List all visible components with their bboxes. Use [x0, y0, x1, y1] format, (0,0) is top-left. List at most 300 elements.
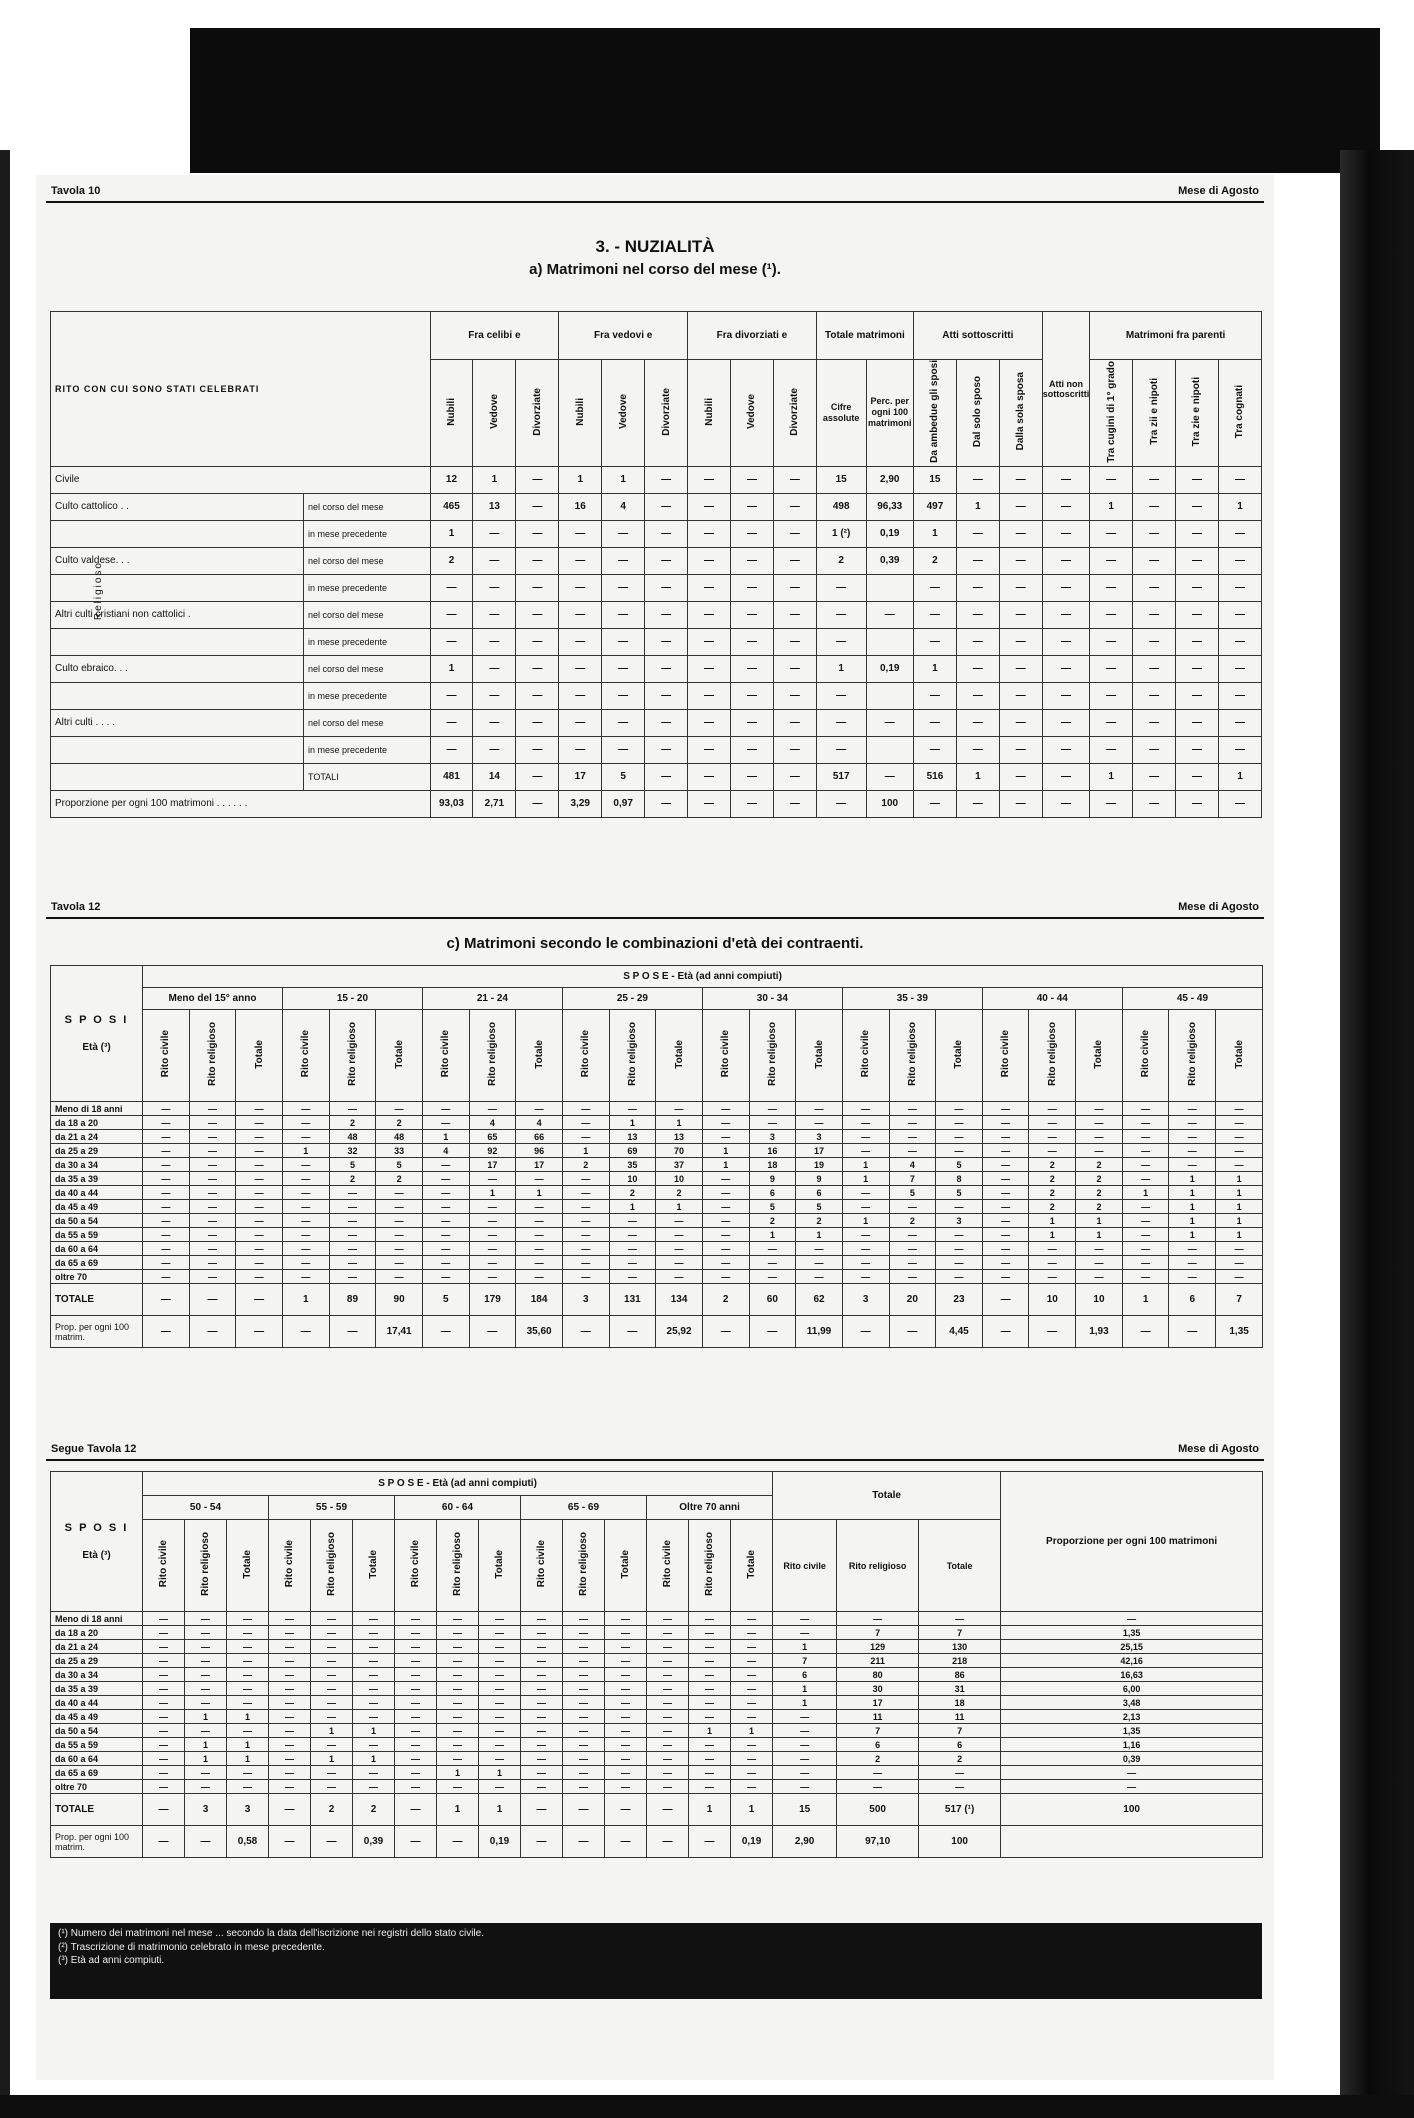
table-cell: 32 — [329, 1144, 376, 1158]
table-cell: 96,33 — [866, 493, 913, 520]
table-cell: — — [731, 1738, 773, 1752]
table-cell: — — [702, 1242, 749, 1256]
table-cell: — — [982, 1256, 1029, 1270]
table-cell: — — [376, 1186, 423, 1200]
table-cell: — — [773, 1724, 837, 1738]
table-cell: — — [559, 547, 602, 574]
table-cell: — — [1216, 1130, 1263, 1144]
table-cell: 1 — [1169, 1186, 1216, 1200]
table-cell: — — [842, 1102, 889, 1116]
table-cell: — — [189, 1186, 236, 1200]
subcol-label: Rito civile — [720, 1030, 732, 1078]
table-cell: — — [189, 1116, 236, 1130]
table-cell: 3,29 — [559, 790, 602, 817]
table-cell: — — [269, 1710, 311, 1724]
table-cell: — — [422, 1214, 469, 1228]
table-cell: — — [353, 1766, 395, 1780]
table-cell: — — [889, 1228, 936, 1242]
subheader-col — [913, 360, 956, 467]
table-cell: — — [936, 1228, 983, 1242]
table-cell: — — [185, 1612, 227, 1626]
table-cell: 1 — [1090, 763, 1133, 790]
table-cell: — — [773, 790, 816, 817]
table-cell: — — [730, 763, 773, 790]
table-cell: 1 — [749, 1228, 796, 1242]
row-sublabel: TOTALI — [304, 763, 431, 790]
subcol-label: Rito religioso — [200, 1532, 211, 1596]
table-cell: 2 — [1029, 1200, 1076, 1214]
table-cell: — — [1090, 628, 1133, 655]
table-cell: 1 — [185, 1752, 227, 1766]
subcol-header — [329, 1010, 376, 1102]
table-cell: — — [563, 1766, 605, 1780]
table-cell: — — [1176, 682, 1219, 709]
table-cell: — — [563, 1640, 605, 1654]
table-cell: — — [837, 1780, 919, 1794]
table-cell: — — [773, 655, 816, 682]
table-cell: 2 — [376, 1116, 423, 1130]
sposi-label-2: S P O S I — [64, 1522, 129, 1534]
table-cell: — — [269, 1612, 311, 1626]
table-cell: — — [689, 1752, 731, 1766]
table-cell: — — [521, 1654, 563, 1668]
totale-cell: — — [647, 1794, 689, 1826]
table-cell: — — [731, 1654, 773, 1668]
table-cell: — — [1133, 763, 1176, 790]
table-cell: — — [936, 1116, 983, 1130]
table-cell: — — [479, 1710, 521, 1724]
table-cell: — — [185, 1766, 227, 1780]
table-cell: — — [395, 1738, 437, 1752]
table-cell: — — [702, 1214, 749, 1228]
table-cell: 1 — [842, 1158, 889, 1172]
totale-cell: — — [143, 1794, 185, 1826]
table-cell: 2 — [1029, 1186, 1076, 1200]
proportion-cell: — — [1029, 1316, 1076, 1348]
table-cell: — — [999, 493, 1042, 520]
table-cell: 0,39 — [866, 547, 913, 574]
table-cell: — — [773, 1738, 837, 1752]
subheader-col — [999, 360, 1042, 467]
table-cell: — — [329, 1242, 376, 1256]
table-cell: — — [143, 1144, 190, 1158]
table-cell: — — [521, 1780, 563, 1794]
table-cell: — — [189, 1256, 236, 1270]
subcol-header — [227, 1520, 269, 1612]
rite-header: RITO CON CUI SONO STATI CELEBRATI — [51, 312, 431, 467]
table-cell: 5 — [889, 1186, 936, 1200]
table-cell: — — [1218, 520, 1261, 547]
table-cell: — — [837, 1612, 919, 1626]
table12-number-left: Tavola 12 — [51, 901, 101, 913]
table-cell: — — [437, 1724, 479, 1738]
subcol-label: Rito religioso — [206, 1022, 218, 1086]
table-cell: — — [469, 1270, 516, 1284]
table-cell: — — [956, 520, 999, 547]
table-cell: 1 — [430, 520, 473, 547]
table-cell: — — [562, 1228, 609, 1242]
table-cell: — — [1042, 520, 1089, 547]
table-cell: — — [645, 493, 688, 520]
subcol-header — [562, 1010, 609, 1102]
table-cell: — — [516, 790, 559, 817]
row-label — [51, 628, 304, 655]
table-cell: — — [982, 1172, 1029, 1186]
table-cell: — — [702, 1228, 749, 1242]
subheader-col — [473, 360, 516, 467]
table-cell: — — [473, 709, 516, 736]
subcol-header — [731, 1520, 773, 1612]
table-cell: — — [731, 1752, 773, 1766]
table-cell: 1 — [702, 1144, 749, 1158]
marriages-table — [50, 311, 1262, 818]
table-cell: — — [688, 682, 731, 709]
table-cell: — — [563, 1626, 605, 1640]
table-cell: — — [562, 1270, 609, 1284]
subcol-label: Rito religioso — [326, 1532, 337, 1596]
age-group-header: 40 - 44 — [982, 988, 1122, 1010]
table-cell: 30 — [837, 1682, 919, 1696]
table-cell: 4 — [516, 1116, 563, 1130]
proportion-cell: 2,90 — [773, 1826, 837, 1858]
table-cell: 6 — [773, 1668, 837, 1682]
table-cell: — — [1122, 1270, 1169, 1284]
table-cell: 19 — [796, 1158, 843, 1172]
table-cell: — — [236, 1214, 283, 1228]
table-cell: — — [473, 574, 516, 601]
table-cell: 5 — [602, 763, 645, 790]
scan-dark-border-top — [190, 28, 1380, 173]
table-cell: — — [688, 547, 731, 574]
proportion-cell: — — [329, 1316, 376, 1348]
table-row — [51, 547, 1262, 574]
subcol-header — [143, 1010, 190, 1102]
table-cell: 1 — [437, 1766, 479, 1780]
table-cell: — — [521, 1640, 563, 1654]
table-cell: — — [562, 1242, 609, 1256]
table-cell: — — [609, 1214, 656, 1228]
month-label-right: Mese di Agosto — [1178, 185, 1259, 197]
table-cell: — — [479, 1738, 521, 1752]
table-cell: — — [479, 1752, 521, 1766]
table-cell: — — [605, 1724, 647, 1738]
table-cell: — — [143, 1130, 190, 1144]
subcol-label: Totale — [813, 1039, 825, 1069]
table-cell: — — [1133, 655, 1176, 682]
table-cell: 1 — [311, 1752, 353, 1766]
table-cell: — — [559, 682, 602, 709]
table-cell: — — [689, 1738, 731, 1752]
subcol-label: Totale — [1093, 1039, 1105, 1069]
table-cell: 1 — [956, 763, 999, 790]
proportion-cell: — — [1169, 1316, 1216, 1348]
table-cell: 2 — [562, 1158, 609, 1172]
table-row — [51, 655, 1262, 682]
table-cell: — — [889, 1130, 936, 1144]
subcol-header — [605, 1520, 647, 1612]
table-cell: 1 — [913, 520, 956, 547]
table-cell: — — [1176, 736, 1219, 763]
table-cell: — — [647, 1682, 689, 1696]
table-row — [51, 1654, 1263, 1668]
table-cell: — — [1042, 493, 1089, 520]
table-cell: — — [773, 1780, 837, 1794]
table-cell: — — [647, 1710, 689, 1724]
table-cell: 1 — [689, 1724, 731, 1738]
totale-cell: — — [395, 1794, 437, 1826]
table-cell: — — [516, 520, 559, 547]
table-cell: — — [1076, 1256, 1123, 1270]
row-sublabel: in mese precedente — [304, 574, 431, 601]
age-row-label: Meno di 18 anni — [51, 1612, 143, 1626]
age-combination-table-continued — [50, 1471, 1263, 1858]
table-cell: — — [645, 736, 688, 763]
table-cell: — — [143, 1158, 190, 1172]
table-cell: — — [645, 709, 688, 736]
age-group-header: Oltre 70 anni — [647, 1496, 773, 1520]
table-row — [51, 709, 1262, 736]
table-cell: — — [236, 1116, 283, 1130]
table-cell: — — [311, 1710, 353, 1724]
table-cell: — — [730, 736, 773, 763]
table-cell: 1 — [430, 655, 473, 682]
table-cell: — — [353, 1668, 395, 1682]
table-cell: — — [1029, 1144, 1076, 1158]
age-row-label: da 21 a 24 — [51, 1640, 143, 1654]
table-cell: — — [645, 601, 688, 628]
table-cell: — — [982, 1130, 1029, 1144]
table-cell: 100 — [866, 790, 913, 817]
table-cell: — — [236, 1242, 283, 1256]
totale-cell: 1 — [437, 1794, 479, 1826]
subcol-header — [185, 1520, 227, 1612]
totale-cell: — — [236, 1284, 283, 1316]
table-cell: — — [1176, 574, 1219, 601]
subheader-label: Tra zii e nipoti — [1148, 378, 1160, 445]
table-cell: — — [437, 1752, 479, 1766]
subcol-header — [842, 1010, 889, 1102]
table-cell: — — [185, 1780, 227, 1794]
table-cell: — — [936, 1144, 983, 1158]
totale-cell: 134 — [656, 1284, 703, 1316]
subcol-header — [479, 1520, 521, 1612]
table-cell: — — [1090, 736, 1133, 763]
table-cell: — — [688, 709, 731, 736]
table-cell: — — [956, 547, 999, 574]
table-cell: — — [919, 1612, 1001, 1626]
row-label: Altri culti . . . . — [51, 709, 304, 736]
subheader-label: Vedove — [746, 393, 758, 429]
table-cell: — — [602, 574, 645, 601]
table-cell: 1 — [185, 1710, 227, 1724]
table-cell: — — [689, 1682, 731, 1696]
table-cell: — — [430, 736, 473, 763]
table-cell: 1 — [1216, 1228, 1263, 1242]
spose-header: S P O S E - Età (ad anni compiuti) — [143, 966, 1263, 988]
table-cell: 517 — [816, 763, 866, 790]
table-cell: 1 — [562, 1144, 609, 1158]
table-cell: — — [1122, 1172, 1169, 1186]
table-cell: — — [563, 1612, 605, 1626]
table-cell: — — [731, 1682, 773, 1696]
table-cell: — — [605, 1640, 647, 1654]
segue-table12-left: Segue Tavola 12 — [51, 1443, 137, 1455]
proportion-cell: — — [469, 1316, 516, 1348]
totale-cell: — — [521, 1794, 563, 1826]
totale-cell: — — [982, 1284, 1029, 1316]
table-cell: 1 — [796, 1228, 843, 1242]
totale-cell: 131 — [609, 1284, 656, 1316]
table-cell: — — [796, 1116, 843, 1130]
proportion-cell: — — [189, 1316, 236, 1348]
table-cell: — — [559, 628, 602, 655]
table-cell: — — [473, 628, 516, 655]
table-cell: — — [437, 1654, 479, 1668]
table-cell: — — [796, 1256, 843, 1270]
table-cell: — — [730, 601, 773, 628]
table-cell: 1 — [311, 1724, 353, 1738]
age-row-label: da 35 a 39 — [51, 1172, 143, 1186]
table-cell: — — [559, 520, 602, 547]
table-cell: — — [731, 1668, 773, 1682]
totale-cell: 3 — [185, 1794, 227, 1826]
table-cell: — — [816, 682, 866, 709]
proportion-cell: — — [749, 1316, 796, 1348]
table-cell: — — [437, 1626, 479, 1640]
table-cell: — — [516, 466, 559, 493]
table-cell: 42,16 — [1001, 1654, 1263, 1668]
table-cell: 1 — [353, 1752, 395, 1766]
table-cell: — — [688, 601, 731, 628]
subcol-label: Totale — [393, 1039, 405, 1069]
table-cell: 3 — [936, 1214, 983, 1228]
table-cell: — — [282, 1242, 329, 1256]
table-row — [51, 790, 1262, 817]
totale-cell: 62 — [796, 1284, 843, 1316]
proportion-row — [51, 1826, 1263, 1858]
table-row — [51, 1158, 1263, 1172]
table-cell: 80 — [837, 1668, 919, 1682]
table-cell: 37 — [656, 1158, 703, 1172]
table-cell: — — [282, 1172, 329, 1186]
totale-cell: — — [563, 1794, 605, 1826]
totale-cell: — — [269, 1794, 311, 1826]
table-row — [51, 736, 1262, 763]
table-cell: 1 (²) — [816, 520, 866, 547]
table-cell: 211 — [837, 1654, 919, 1668]
table-cell: — — [282, 1228, 329, 1242]
table-cell: — — [647, 1668, 689, 1682]
table-cell: — — [395, 1766, 437, 1780]
table-cell: 3,48 — [1001, 1696, 1263, 1710]
table-cell: — — [730, 790, 773, 817]
table-cell: — — [602, 736, 645, 763]
table-cell: 2 — [1029, 1172, 1076, 1186]
age-row-label: da 45 a 49 — [51, 1200, 143, 1214]
table-cell: — — [437, 1640, 479, 1654]
subcol-header — [689, 1520, 731, 1612]
proportion-cell: — — [269, 1826, 311, 1858]
table-cell: — — [816, 709, 866, 736]
table-cell: — — [563, 1682, 605, 1696]
totale-cell: — — [189, 1284, 236, 1316]
table-cell: — — [688, 520, 731, 547]
subcol-header — [1169, 1010, 1216, 1102]
subcol-header — [353, 1520, 395, 1612]
table-cell: 86 — [919, 1668, 1001, 1682]
table-cell: 481 — [430, 763, 473, 790]
table-cell: — — [656, 1228, 703, 1242]
table-cell: — — [1218, 709, 1261, 736]
table-cell: — — [353, 1654, 395, 1668]
table-cell: — — [689, 1626, 731, 1640]
table-cell: 7 — [773, 1654, 837, 1668]
table-cell: — — [842, 1186, 889, 1200]
table-row — [51, 1738, 1263, 1752]
proportion-cell: 17,41 — [376, 1316, 423, 1348]
table-cell: — — [329, 1186, 376, 1200]
table-cell: — — [688, 493, 731, 520]
subheader-label: Tra cognati — [1234, 384, 1246, 439]
totale-cell: 10 — [1076, 1284, 1123, 1316]
table-cell: — — [1076, 1130, 1123, 1144]
table-cell: — — [563, 1696, 605, 1710]
table-cell: — — [430, 682, 473, 709]
table-cell: — — [269, 1626, 311, 1640]
age-group-header: 35 - 39 — [842, 988, 982, 1010]
row-label — [51, 763, 304, 790]
subcol-header — [143, 1520, 185, 1612]
table-cell: 516 — [913, 763, 956, 790]
proportion-cell: — — [1122, 1316, 1169, 1348]
subheader-label: Divorziate — [531, 387, 543, 436]
table-cell: — — [1090, 574, 1133, 601]
table-cell: — — [1090, 682, 1133, 709]
table-cell: — — [688, 655, 731, 682]
table-cell: — — [269, 1738, 311, 1752]
table-cell: 3 — [796, 1130, 843, 1144]
table-cell: — — [647, 1654, 689, 1668]
table-cell: — — [329, 1214, 376, 1228]
table-cell: — — [1122, 1242, 1169, 1256]
table-cell: 17 — [559, 763, 602, 790]
table-cell: — — [563, 1710, 605, 1724]
table-cell: 1 — [702, 1158, 749, 1172]
table-cell: — — [395, 1710, 437, 1724]
table-cell: — — [656, 1256, 703, 1270]
table-cell: — — [913, 628, 956, 655]
proportion-cell: 11,99 — [796, 1316, 843, 1348]
table-cell: — — [422, 1186, 469, 1200]
table-cell — [866, 736, 913, 763]
table-cell: 497 — [913, 493, 956, 520]
table-row — [51, 682, 1262, 709]
subcol-header — [889, 1010, 936, 1102]
table-cell: — — [562, 1116, 609, 1130]
table-cell: — — [236, 1256, 283, 1270]
row-sublabel: in mese precedente — [304, 628, 431, 655]
subheader-col — [956, 360, 999, 467]
table-cell: — — [602, 628, 645, 655]
table-cell: — — [689, 1780, 731, 1794]
table-cell: 16,63 — [1001, 1668, 1263, 1682]
table-cell: — — [269, 1668, 311, 1682]
table-cell: 1 — [282, 1144, 329, 1158]
subheader-label: Nubili — [574, 397, 586, 426]
table-cell: 5 — [329, 1158, 376, 1172]
age-row-label: da 40 a 44 — [51, 1186, 143, 1200]
age-row-label: da 60 a 64 — [51, 1242, 143, 1256]
